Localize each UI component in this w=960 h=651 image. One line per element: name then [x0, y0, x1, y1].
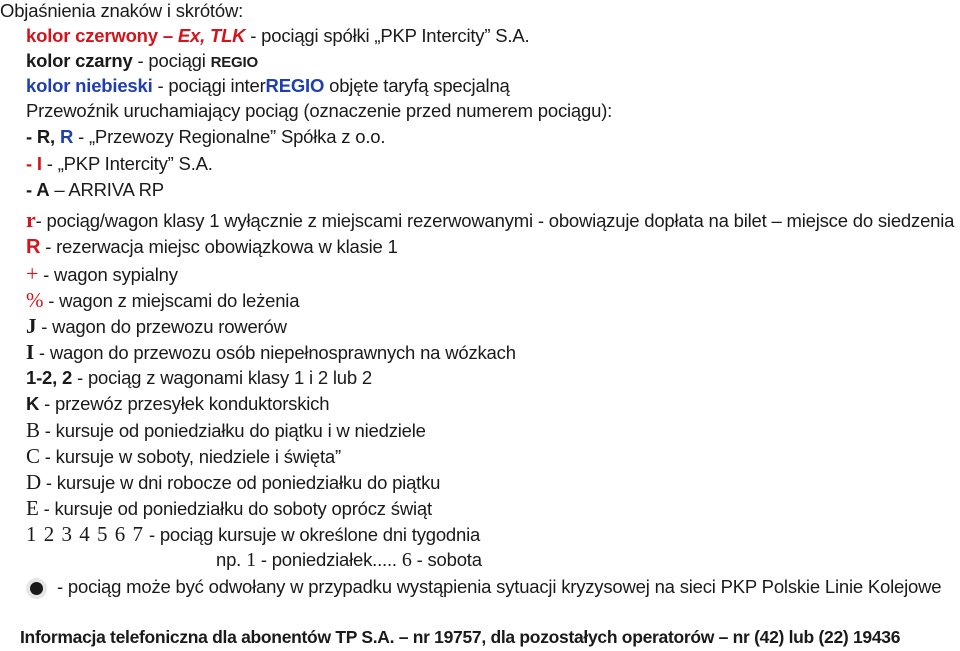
symbol-row-c [26, 445, 341, 468]
example-day1: 1 [246, 549, 256, 571]
symbol-row-r-first-class [26, 209, 954, 232]
blue-label: kolor niebieski [26, 75, 153, 96]
example-text6: - sobota [411, 549, 482, 570]
operator-text: - „PKP Intercity” S.A. [41, 153, 213, 174]
symbol-d: D [26, 470, 41, 494]
symbol-row-classes [26, 367, 372, 389]
symbol-r: r [26, 207, 36, 232]
symbol-text: - kursuje od poniedziałku do soboty oprócz świąt [38, 498, 432, 519]
symbol-text: - kursuje w dni robocze od poniedziałku do piątku [40, 472, 441, 493]
weekday-example [216, 549, 482, 571]
legend-blue-color [26, 75, 510, 97]
symbol-text: - pociąg kursuje w określone dni tygodnia [144, 524, 481, 545]
operator-intro: Przewoźnik uruchamiający pociąg (oznaczenie przed numerem pociągu): [26, 100, 613, 121]
legend-red-color [26, 25, 529, 47]
operator-row-i [26, 153, 213, 175]
operator-code: R [59, 126, 74, 147]
symbol-row-wheelchair [26, 341, 516, 364]
legend-header: Objaśnienia znaków i skrótów: [0, 0, 244, 21]
symbol-text: - wagon sypialny [38, 264, 178, 285]
symbol-text: - rezerwacja miejsc obowiązkowa w klasie 1 [40, 236, 398, 257]
symbol-b: B [26, 418, 40, 442]
cancellation-text: - pociąg może być odwołany w przypadku wystąpienia sytuacji kryzysowej na sieci PKP Polskie Linie Kolejowe [57, 576, 942, 597]
symbol-text: - wagon z miejscami do leżenia [43, 290, 300, 311]
symbol-text: - pociąg/wagon klasy 1 wyłącznie z miejscami rezerwowanymi - obowiązuje dopłata na bilet – miejsce do siedzenia [35, 210, 955, 231]
black-mark: REGIO [210, 54, 258, 71]
sleeper-car-icon: + [26, 261, 39, 286]
symbol-row-couchette [26, 289, 299, 312]
red-mark: Ex, TLK [177, 25, 246, 46]
red-label: kolor czerwony [26, 25, 158, 46]
symbol-reservation: R [26, 236, 41, 258]
operator-code: I [36, 153, 42, 174]
operator-row-a [26, 179, 164, 201]
symbol-row-b [26, 419, 426, 442]
bullet-icon [30, 582, 43, 595]
symbol-row-parcels [26, 393, 329, 415]
symbol-parcels: K [26, 393, 40, 414]
symbol-text: - pociąg z wagonami klasy 1 i 2 lub 2 [72, 367, 372, 388]
black-rest: - pociągi [132, 50, 211, 71]
symbol-text: - wagon do przewozu rowerów [36, 316, 287, 337]
operator-text: - „Przewozy Regionalne” Spółka z o.o. [73, 126, 386, 147]
operator-prefix: - [26, 179, 37, 200]
example-text1: - poniedziałek..... [255, 549, 402, 570]
red-rest: - pociągi spółki „PKP Intercity” S.A. [245, 25, 530, 46]
symbol-c: C [26, 444, 40, 468]
operator-prefix: - [26, 153, 37, 174]
couchette-car-icon: % [26, 288, 44, 312]
symbol-row-reservation [26, 236, 398, 258]
symbol-text: - przewóz przesyłek konduktorskich [39, 393, 330, 414]
symbol-row-e [26, 497, 432, 520]
phone-info-footer: Informacja telefoniczna dla abonentów TP S.A. – nr 19757, dla pozostałych operatorów – nr (42) lub (22) 19436 [20, 627, 901, 647]
symbol-text: - kursuje od poniedziałku do piątku i w niedziele [39, 420, 426, 441]
symbol-row-weekdays [26, 523, 480, 546]
symbol-row-sleeper [26, 263, 178, 286]
red-dash: – [157, 25, 178, 46]
blue-rest1: - pociągi inter [152, 75, 266, 96]
legend-black-color [26, 50, 258, 74]
operator-row-r [26, 126, 385, 148]
blue-mark: REGIO [265, 75, 325, 96]
example-day6: 6 [401, 549, 412, 571]
operator-prefix: - R, [26, 126, 60, 147]
operator-code: A [36, 179, 50, 200]
symbol-e: E [26, 496, 39, 520]
bicycle-icon: J [26, 314, 37, 338]
symbol-text: - kursuje w soboty, niedziele i święta” [39, 446, 341, 467]
operator-text: – ARRIVA RP [49, 179, 164, 200]
symbol-text: - wagon do przewozu osób niepełnosprawnych na wózkach [33, 342, 516, 363]
black-label: kolor czarny [26, 50, 133, 71]
wheelchair-icon: I [26, 340, 34, 364]
symbol-classes: 1-2, 2 [26, 367, 73, 388]
cancellation-note [26, 576, 941, 598]
symbol-row-bicycle [26, 315, 287, 338]
symbol-row-d [26, 471, 440, 494]
example-prefix: np. [216, 549, 247, 570]
symbol-weekdays: 1 2 3 4 5 6 7 [26, 522, 144, 546]
blue-rest2: objęte taryfą specjalną [324, 75, 510, 96]
